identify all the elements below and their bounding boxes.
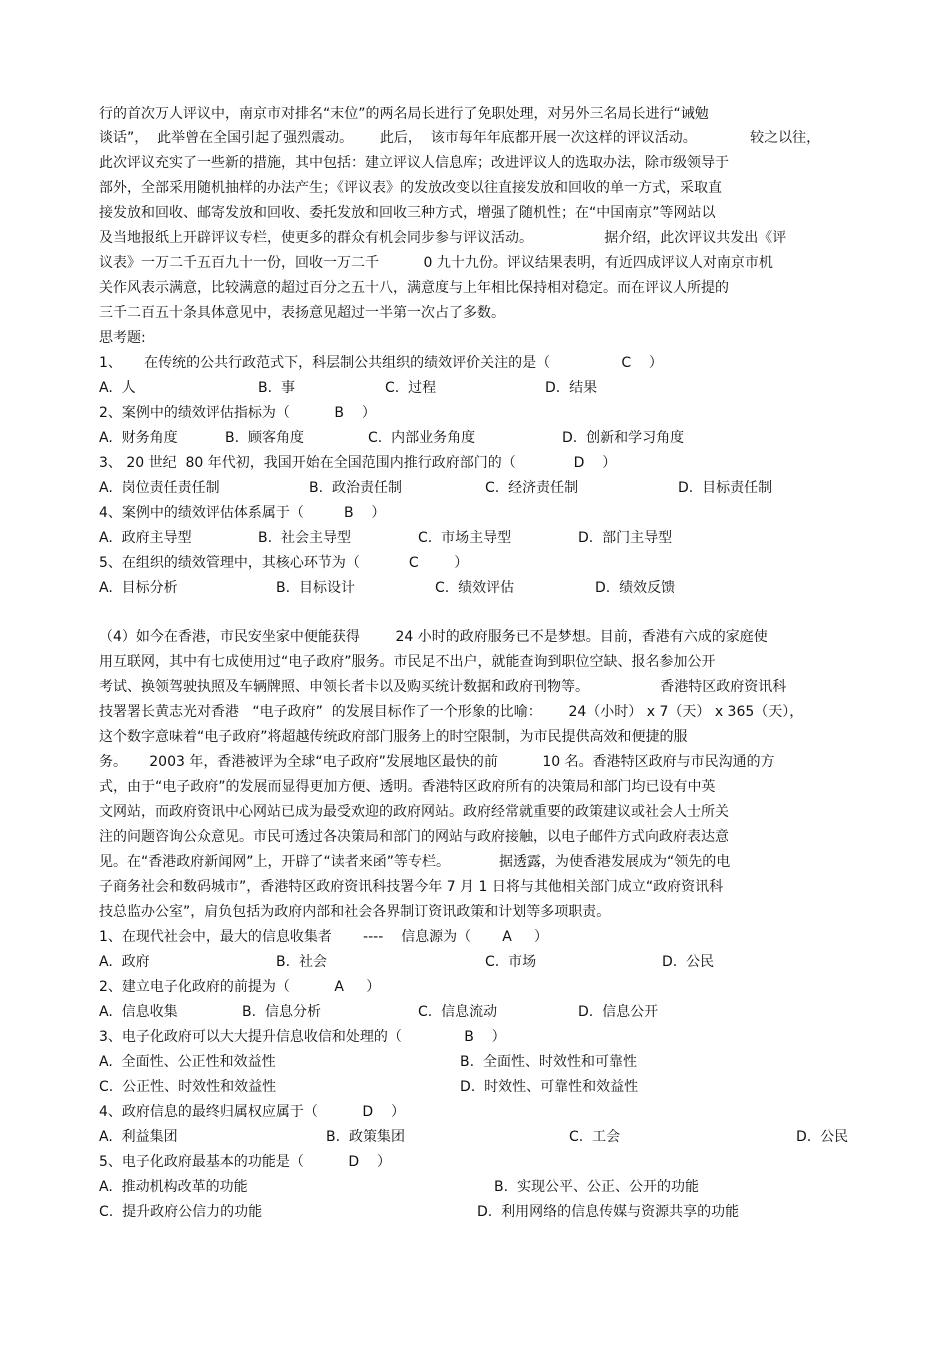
option-d: D. 结果 — [545, 380, 598, 396]
question-stem: 2、案例中的绩效评估指标为（ B ） — [99, 405, 376, 421]
case-line: 子商务社会和数码城市”，香港特区政府资讯科技署今年 7 月 1 日将与其他相关部门成立“政府资讯科 — [99, 879, 724, 895]
option-d: D. 目标责任制 — [678, 480, 773, 496]
option-a: A. 全面性、公正性和效益性 — [99, 1054, 276, 1070]
option-d: D. 公民 — [796, 1129, 849, 1145]
question-stem: 2、建立电子化政府的前提为（ A ） — [99, 979, 381, 995]
option-b: B. 信息分析 — [242, 1004, 321, 1020]
option-b: B. 社会主导型 — [258, 530, 351, 546]
case-line: 注的问题咨询公众意见。市民可透过各决策局和部门的网站与政府接触，以电子邮件方式向政府表达意 — [99, 829, 729, 845]
option-a: A. 信息收集 — [99, 1004, 178, 1020]
question-stem: 5、电子化政府最基本的功能是（ D ） — [99, 1154, 391, 1170]
option-c: C. 内部业务角度 — [368, 430, 476, 446]
option-b: B. 政策集团 — [326, 1129, 405, 1145]
case-line: 文网站，而政府资讯中心网站已成为最受欢迎的政府网站。政府经常就重要的政策建议或社会人士所关 — [99, 804, 729, 820]
option-c: C. 工会 — [569, 1129, 621, 1145]
option-a: A. 政府 — [99, 954, 150, 970]
option-d: D. 利用网络的信息传媒与资源共享的功能 — [477, 1204, 740, 1220]
question-stem: 3、电子化政府可以大大提升信息收信和处理的（ B ） — [99, 1029, 506, 1045]
option-b: B. 目标设计 — [276, 580, 355, 596]
option-d: D. 创新和学习角度 — [562, 430, 685, 446]
option-d: D. 信息公开 — [578, 1004, 659, 1020]
option-c: C. 过程 — [385, 380, 437, 396]
option-c: C. 绩效评估 — [435, 580, 515, 596]
case-line: 议表》一万二千五百九十一份，回收一万二千 0 九十九份。评议结果表明，有近四成评议人对南京市机 — [99, 255, 773, 271]
option-a: A. 推动机构改革的功能 — [99, 1179, 248, 1195]
option-c: C. 市场 — [485, 954, 537, 970]
case-line: 接发放和回收、邮寄发放和回收、委托发放和回收三种方式，增强了随机性；在“中国南京”等网站以 — [99, 205, 716, 221]
option-d: D. 时效性、可靠性和效益性 — [460, 1079, 639, 1095]
option-b: B. 政治责任制 — [309, 480, 402, 496]
option-b: B. 事 — [258, 380, 295, 396]
option-d: D. 部门主导型 — [578, 530, 673, 546]
case-line: 这个数字意味着“电子政府”将超越传统政府部门服务上的时空限制，为市民提供高效和便捷的服 — [99, 729, 688, 745]
question-stem: 4、政府信息的最终归属权应属于（ D ） — [99, 1104, 405, 1120]
option-b: B. 全面性、时效性和可靠性 — [460, 1054, 637, 1070]
option-c: C. 市场主导型 — [418, 530, 512, 546]
question-stem: 1、在现代社会中，最大的信息收集者 ---- 信息源为（ A ） — [99, 929, 549, 945]
case-line: 技总监办公室”，肩负包括为政府内部和社会各界制订资讯政策和计划等多项职责。 — [99, 904, 611, 920]
question-stem: 5、在组织的绩效管理中，其核心环节为（ C ） — [99, 555, 469, 571]
option-d: D. 公民 — [662, 954, 715, 970]
option-b: B. 社会 — [276, 954, 327, 970]
case-line: 此次评议充实了一些新的措施，其中包括：建立评议人信息库；改进评议人的选取办法，除市级领导于 — [99, 155, 729, 171]
case-line: 技署署长黄志光对香港 “电子政府” 的发展目标作了一个形象的比喻： 24（小时） x 7（天） x 365（天）， — [99, 704, 804, 720]
option-c: C. 提升政府公信力的功能 — [99, 1204, 263, 1220]
case-line: 见。在“香港政府新闻网”上，开辟了“读者来函”等专栏。 据透露，为使香港发展成为“领先的电 — [99, 854, 731, 870]
case-line: 行的首次万人评议中，南京市对排名“末位”的两名局长进行了免职处理，对另外三名局长进行“诫勉 — [99, 106, 709, 122]
question-stem: 4、案例中的绩效评估体系属于（ B ） — [99, 505, 386, 521]
option-c: C. 经济责任制 — [485, 480, 579, 496]
question-stem: 3、 20 世纪 80 年代初，我国开始在全国范围内推行政府部门的（ D ） — [99, 455, 617, 471]
case-line: 关作风表示满意，比较满意的超过百分之五十八，满意度与上年相比保持相对稳定。而在评议人所提的 — [99, 280, 729, 296]
option-b: B. 实现公平、公正、公开的功能 — [494, 1179, 699, 1195]
option-d: D. 绩效反馈 — [595, 580, 676, 596]
case-line: 式，由于“电子政府”的发展而显得更加方便、透明。香港特区政府所有的决策局和部门均已设有中英 — [99, 779, 716, 795]
question-stem: 1、 在传统的公共行政范式下，科层制公共组织的绩效评价关注的是（ C ） — [99, 355, 663, 371]
option-a: A. 政府主导型 — [99, 530, 192, 546]
option-a: A. 人 — [99, 380, 136, 396]
questions-heading: 思考题: — [99, 330, 146, 346]
option-a: A. 利益集团 — [99, 1129, 178, 1145]
case-line: 谈话”， 此举曾在全国引起了强烈震动。 此后， 该市每年年底都开展一次这样的评议活动。 较之以往， — [99, 130, 821, 146]
case-line: 三千二百五十条具体意见中，表扬意见超过一半第一次占了多数。 — [99, 305, 505, 321]
case-line: 务。 2003 年，香港被评为全球“电子政府”发展地区最快的前 10 名。香港特区政府与市民沟通的方 — [99, 754, 775, 770]
option-a: A. 目标分析 — [99, 580, 178, 596]
case-line: 考试、换领驾驶执照及车辆牌照、申领长者卡以及购买统计数据和政府刊物等。 香港特区政府资讯科 — [99, 679, 787, 695]
case-line: （4）如今在香港，市民安坐家中便能获得 24 小时的政府服务已不是梦想。目前，香港有六成的家庭使 — [99, 629, 768, 645]
case-line: 部外，全部采用随机抽样的办法产生；《评议表》的发放改变以往直接发放和回收的单一方式，采取直 — [99, 180, 722, 196]
option-b: B. 顾客角度 — [225, 430, 304, 446]
option-a: A. 岗位责任责任制 — [99, 480, 220, 496]
case-line: 用互联网，其中有七成使用过“电子政府”服务。市民足不出户，就能查询到职位空缺、报名参加公开 — [99, 654, 716, 670]
option-c: C. 信息流动 — [418, 1004, 498, 1020]
case-line: 及当地报纸上开辟评议专栏，使更多的群众有机会同步参与评议活动。 据介绍，此次评议共发出《评 — [99, 230, 787, 246]
option-a: A. 财务角度 — [99, 430, 178, 446]
option-c: C. 公正性、时效性和效益性 — [99, 1079, 277, 1095]
